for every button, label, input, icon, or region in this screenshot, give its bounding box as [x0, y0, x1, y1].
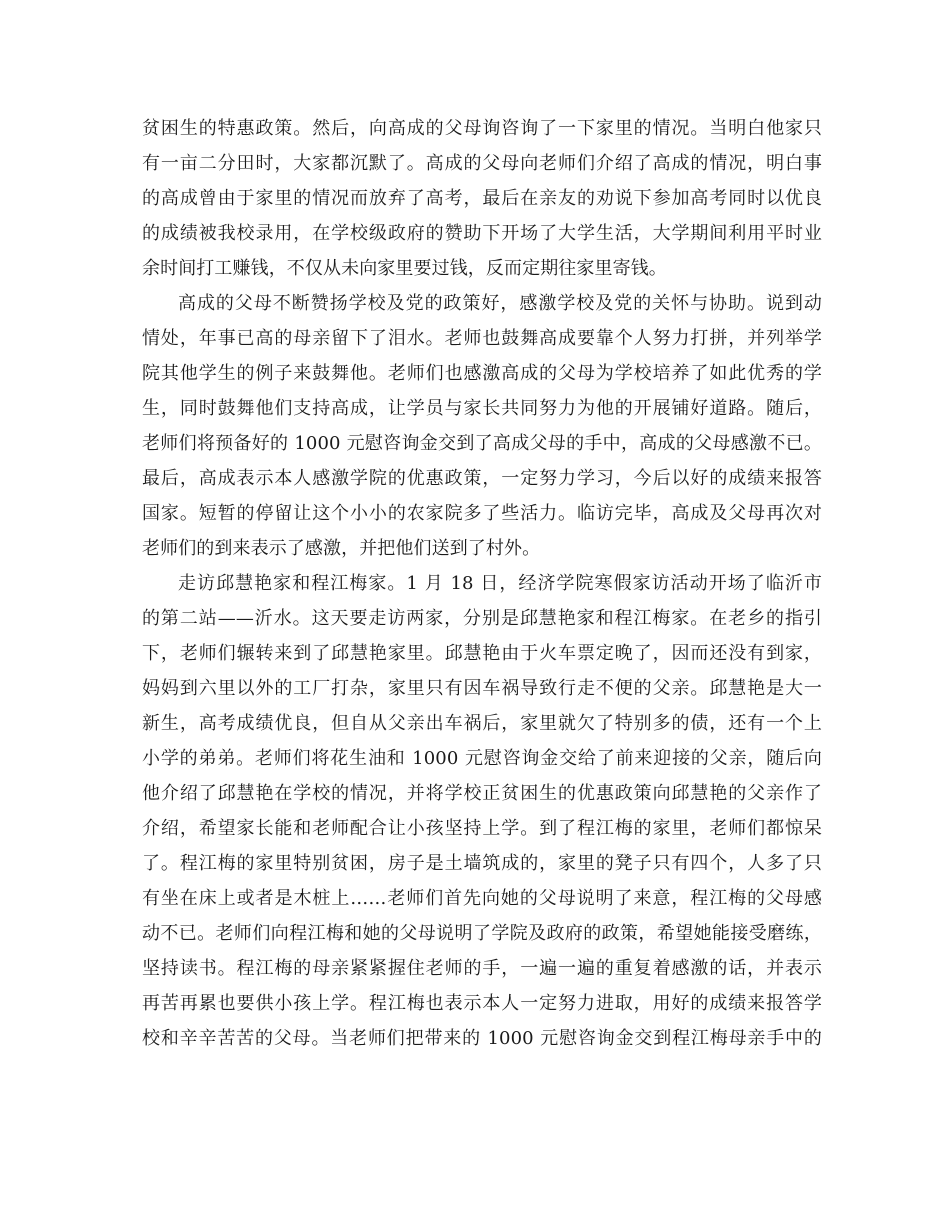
text-line: 余时间打工赚钱，不仅从未向家里要过钱，反而定期往家里寄钱。: [142, 258, 667, 279]
document-body: [142, 111, 822, 1056]
text-line: 坚持读书。程江梅的母亲紧紧握住老师的手，一遍一遍的重复着感激的话，并表示: [142, 958, 822, 979]
text-line: 的成绩被我校录用，在学校级政府的赞助下开场了大学生活，大学期间利用平时业: [142, 223, 822, 244]
text-line: 小学的弟弟。老师们将花生油和 1000 元慰咨询金交给了前来迎接的父亲，随后向: [142, 748, 822, 769]
text-line: 贫困生的特惠政策。然后，向高成的父母询咨询了一下家里的情况。当明白他家只: [142, 118, 822, 139]
text-line: 走访邱慧艳家和程江梅家。1 月 18 日，经济学院寒假家访活动开场了临沂市: [178, 573, 822, 594]
text-line: 老师们将预备好的 1000 元慰咨询金交到了高成父母的手中，高成的父母感激不已。: [142, 433, 822, 454]
text-line: 再苦再累也要供小孩上学。程江梅也表示本人一定努力进取，用好的成绩来报答学: [142, 993, 822, 1014]
text-line: 国家。短暂的停留让这个小小的农家院多了些活力。临访完毕，高成及父母再次对: [142, 503, 822, 524]
text-line: 的高成曾由于家里的情况而放弃了高考，最后在亲友的劝说下参加高考同时以优良: [142, 188, 822, 209]
text-line: 新生，高考成绩优良，但自从父亲出车祸后，家里就欠了特别多的债，还有一个上: [142, 713, 822, 734]
text-line: 下，老师们辗转来到了邱慧艳家里。邱慧艳由于火车票定晚了，因而还没有到家，: [142, 643, 822, 664]
text-line: 高成的父母不断赞扬学校及党的政策好，感激学校及党的关怀与协助。说到动: [178, 293, 822, 314]
text-line: 有坐在床上或者是木桩上……老师们首先向她的父母说明了来意，程江梅的父母感: [142, 888, 822, 909]
text-line: 他介绍了邱慧艳在学校的情况，并将学校正贫困生的优惠政策向邱慧艳的父亲作了: [142, 783, 822, 804]
text-line: 了。程江梅的家里特别贫困，房子是土墙筑成的，家里的凳子只有四个，人多了只: [142, 853, 822, 874]
text-line: 院其他学生的例子来鼓舞他。老师们也感激高成的父母为学校培养了如此优秀的学: [142, 363, 822, 384]
text-line: 情处，年事已高的母亲留下了泪水。老师也鼓舞高成要靠个人努力打拼，并列举学: [142, 328, 822, 349]
text-line: 介绍，希望家长能和老师配合让小孩坚持上学。到了程江梅的家里，老师们都惊呆: [142, 818, 822, 839]
text-line: 校和辛辛苦苦的父母。当老师们把带来的 1000 元慰咨询金交到程江梅母亲手中的: [142, 1028, 822, 1049]
text-line: 生，同时鼓舞他们支持高成，让学员与家长共同努力为他的开展铺好道路。随后，: [142, 398, 822, 419]
text-line: 妈妈到六里以外的工厂打杂，家里只有因车祸导致行走不便的父亲。邱慧艳是大一: [142, 678, 822, 699]
text-line: 的第二站——沂水。这天要走访两家，分别是邱慧艳家和程江梅家。在老乡的指引: [142, 608, 822, 629]
text-line: 最后，高成表示本人感激学院的优惠政策，一定努力学习，今后以好的成绩来报答: [142, 468, 822, 489]
text-line: 有一亩二分田时，大家都沉默了。高成的父母向老师们介绍了高成的情况，明白事: [142, 153, 822, 174]
text-line: 老师们的到来表示了感激，并把他们送到了村外。: [142, 538, 541, 559]
text-line: 动不已。老师们向程江梅和她的父母说明了学院及政府的政策，希望她能接受磨练，: [142, 923, 822, 944]
